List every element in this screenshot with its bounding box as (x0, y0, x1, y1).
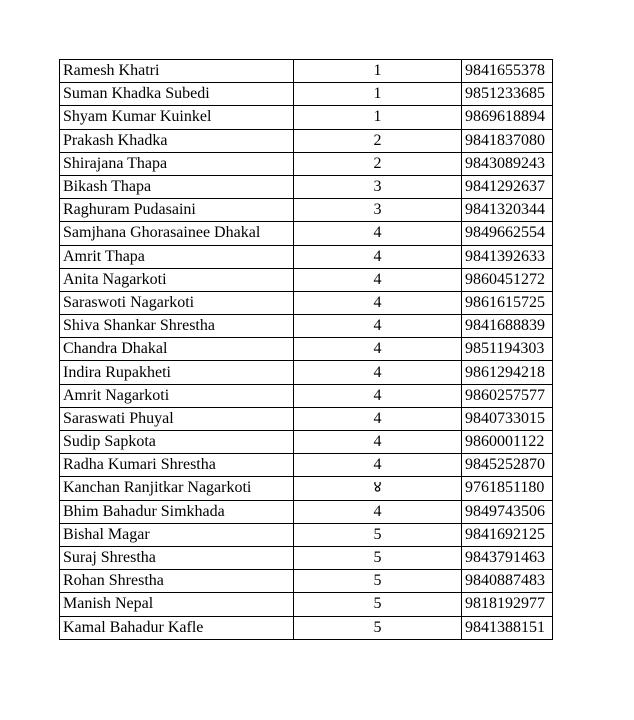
phone-cell: 9761851180 (462, 477, 553, 500)
name-cell: Ramesh Khatri (60, 60, 294, 83)
phone-cell: 9841388151 (462, 616, 553, 639)
phone-cell: 9841688839 (462, 315, 553, 338)
name-cell: Suraj Shrestha (60, 546, 294, 569)
ward-cell: 4 (294, 291, 462, 314)
name-cell: Suman Khadka Subedi (60, 83, 294, 106)
name-cell: Saraswati Phuyal (60, 407, 294, 430)
phone-cell: 9841655378 (462, 60, 553, 83)
ward-cell: 4 (294, 361, 462, 384)
ward-cell: ४ (294, 477, 462, 500)
name-cell: Chandra Dhakal (60, 338, 294, 361)
name-cell: Saraswoti Nagarkoti (60, 291, 294, 314)
ward-cell: 5 (294, 593, 462, 616)
ward-cell: 1 (294, 83, 462, 106)
ward-cell: 4 (294, 407, 462, 430)
table-row (60, 222, 553, 245)
phone-cell: 9849743506 (462, 500, 553, 523)
ward-cell: 4 (294, 222, 462, 245)
table-row (60, 129, 553, 152)
table-row (60, 268, 553, 291)
table-row (60, 245, 553, 268)
phone-cell: 9861294218 (462, 361, 553, 384)
phone-cell: 9841320344 (462, 199, 553, 222)
name-cell: Amrit Thapa (60, 245, 294, 268)
name-cell: Rohan Shrestha (60, 570, 294, 593)
table-row (60, 454, 553, 477)
phone-cell: 9860257577 (462, 384, 553, 407)
table-row (60, 477, 553, 500)
ward-cell: 3 (294, 199, 462, 222)
table-row (60, 152, 553, 175)
name-cell: Bhim Bahadur Simkhada (60, 500, 294, 523)
table-row (60, 593, 553, 616)
table-row (60, 199, 553, 222)
table-row (60, 315, 553, 338)
name-cell: Raghuram Pudasaini (60, 199, 294, 222)
name-cell: Bikash Thapa (60, 175, 294, 198)
name-cell: Shyam Kumar Kuinkel (60, 106, 294, 129)
phone-cell: 9843791463 (462, 546, 553, 569)
name-cell: Sudip Sapkota (60, 431, 294, 454)
phone-cell: 9860001122 (462, 431, 553, 454)
ward-cell: 2 (294, 152, 462, 175)
phone-cell: 9841392633 (462, 245, 553, 268)
ward-cell: 4 (294, 268, 462, 291)
ward-cell: 1 (294, 60, 462, 83)
phone-cell: 9869618894 (462, 106, 553, 129)
name-cell: Kanchan Ranjitkar Nagarkoti (60, 477, 294, 500)
ward-cell: 4 (294, 338, 462, 361)
name-cell: Samjhana Ghorasainee Dhakal (60, 222, 294, 245)
ward-cell: 5 (294, 616, 462, 639)
phone-cell: 9840733015 (462, 407, 553, 430)
phone-cell: 9860451272 (462, 268, 553, 291)
ward-cell: 5 (294, 570, 462, 593)
table-body (60, 60, 553, 640)
phone-cell: 9849662554 (462, 222, 553, 245)
phone-cell: 9840887483 (462, 570, 553, 593)
name-cell: Indira Rupakheti (60, 361, 294, 384)
ward-cell: 5 (294, 546, 462, 569)
ward-cell: 5 (294, 523, 462, 546)
ward-cell: 4 (294, 315, 462, 338)
table-row (60, 407, 553, 430)
contact-table (59, 59, 553, 640)
table-row (60, 616, 553, 639)
ward-cell: 4 (294, 454, 462, 477)
phone-cell: 9841692125 (462, 523, 553, 546)
phone-cell: 9841292637 (462, 175, 553, 198)
name-cell: Amrit Nagarkoti (60, 384, 294, 407)
table-row (60, 60, 553, 83)
name-cell: Shirajana Thapa (60, 152, 294, 175)
table-row (60, 384, 553, 407)
name-cell: Bishal Magar (60, 523, 294, 546)
table-row (60, 291, 553, 314)
table-row (60, 523, 553, 546)
table-row (60, 546, 553, 569)
phone-cell: 9845252870 (462, 454, 553, 477)
table-row (60, 570, 553, 593)
ward-cell: 2 (294, 129, 462, 152)
table-row (60, 83, 553, 106)
name-cell: Prakash Khadka (60, 129, 294, 152)
table-row (60, 361, 553, 384)
ward-cell: 4 (294, 500, 462, 523)
table-row (60, 175, 553, 198)
ward-cell: 3 (294, 175, 462, 198)
name-cell: Kamal Bahadur Kafle (60, 616, 294, 639)
name-cell: Anita Nagarkoti (60, 268, 294, 291)
phone-cell: 9841837080 (462, 129, 553, 152)
phone-cell: 9851194303 (462, 338, 553, 361)
table-row (60, 106, 553, 129)
table-row (60, 431, 553, 454)
name-cell: Manish Nepal (60, 593, 294, 616)
name-cell: Shiva Shankar Shrestha (60, 315, 294, 338)
ward-cell: 1 (294, 106, 462, 129)
ward-cell: 4 (294, 245, 462, 268)
phone-cell: 9861615725 (462, 291, 553, 314)
phone-cell: 9818192977 (462, 593, 553, 616)
name-cell: Radha Kumari Shrestha (60, 454, 294, 477)
table-row (60, 338, 553, 361)
phone-cell: 9843089243 (462, 152, 553, 175)
ward-cell: 4 (294, 431, 462, 454)
phone-cell: 9851233685 (462, 83, 553, 106)
ward-cell: 4 (294, 384, 462, 407)
table-row (60, 500, 553, 523)
